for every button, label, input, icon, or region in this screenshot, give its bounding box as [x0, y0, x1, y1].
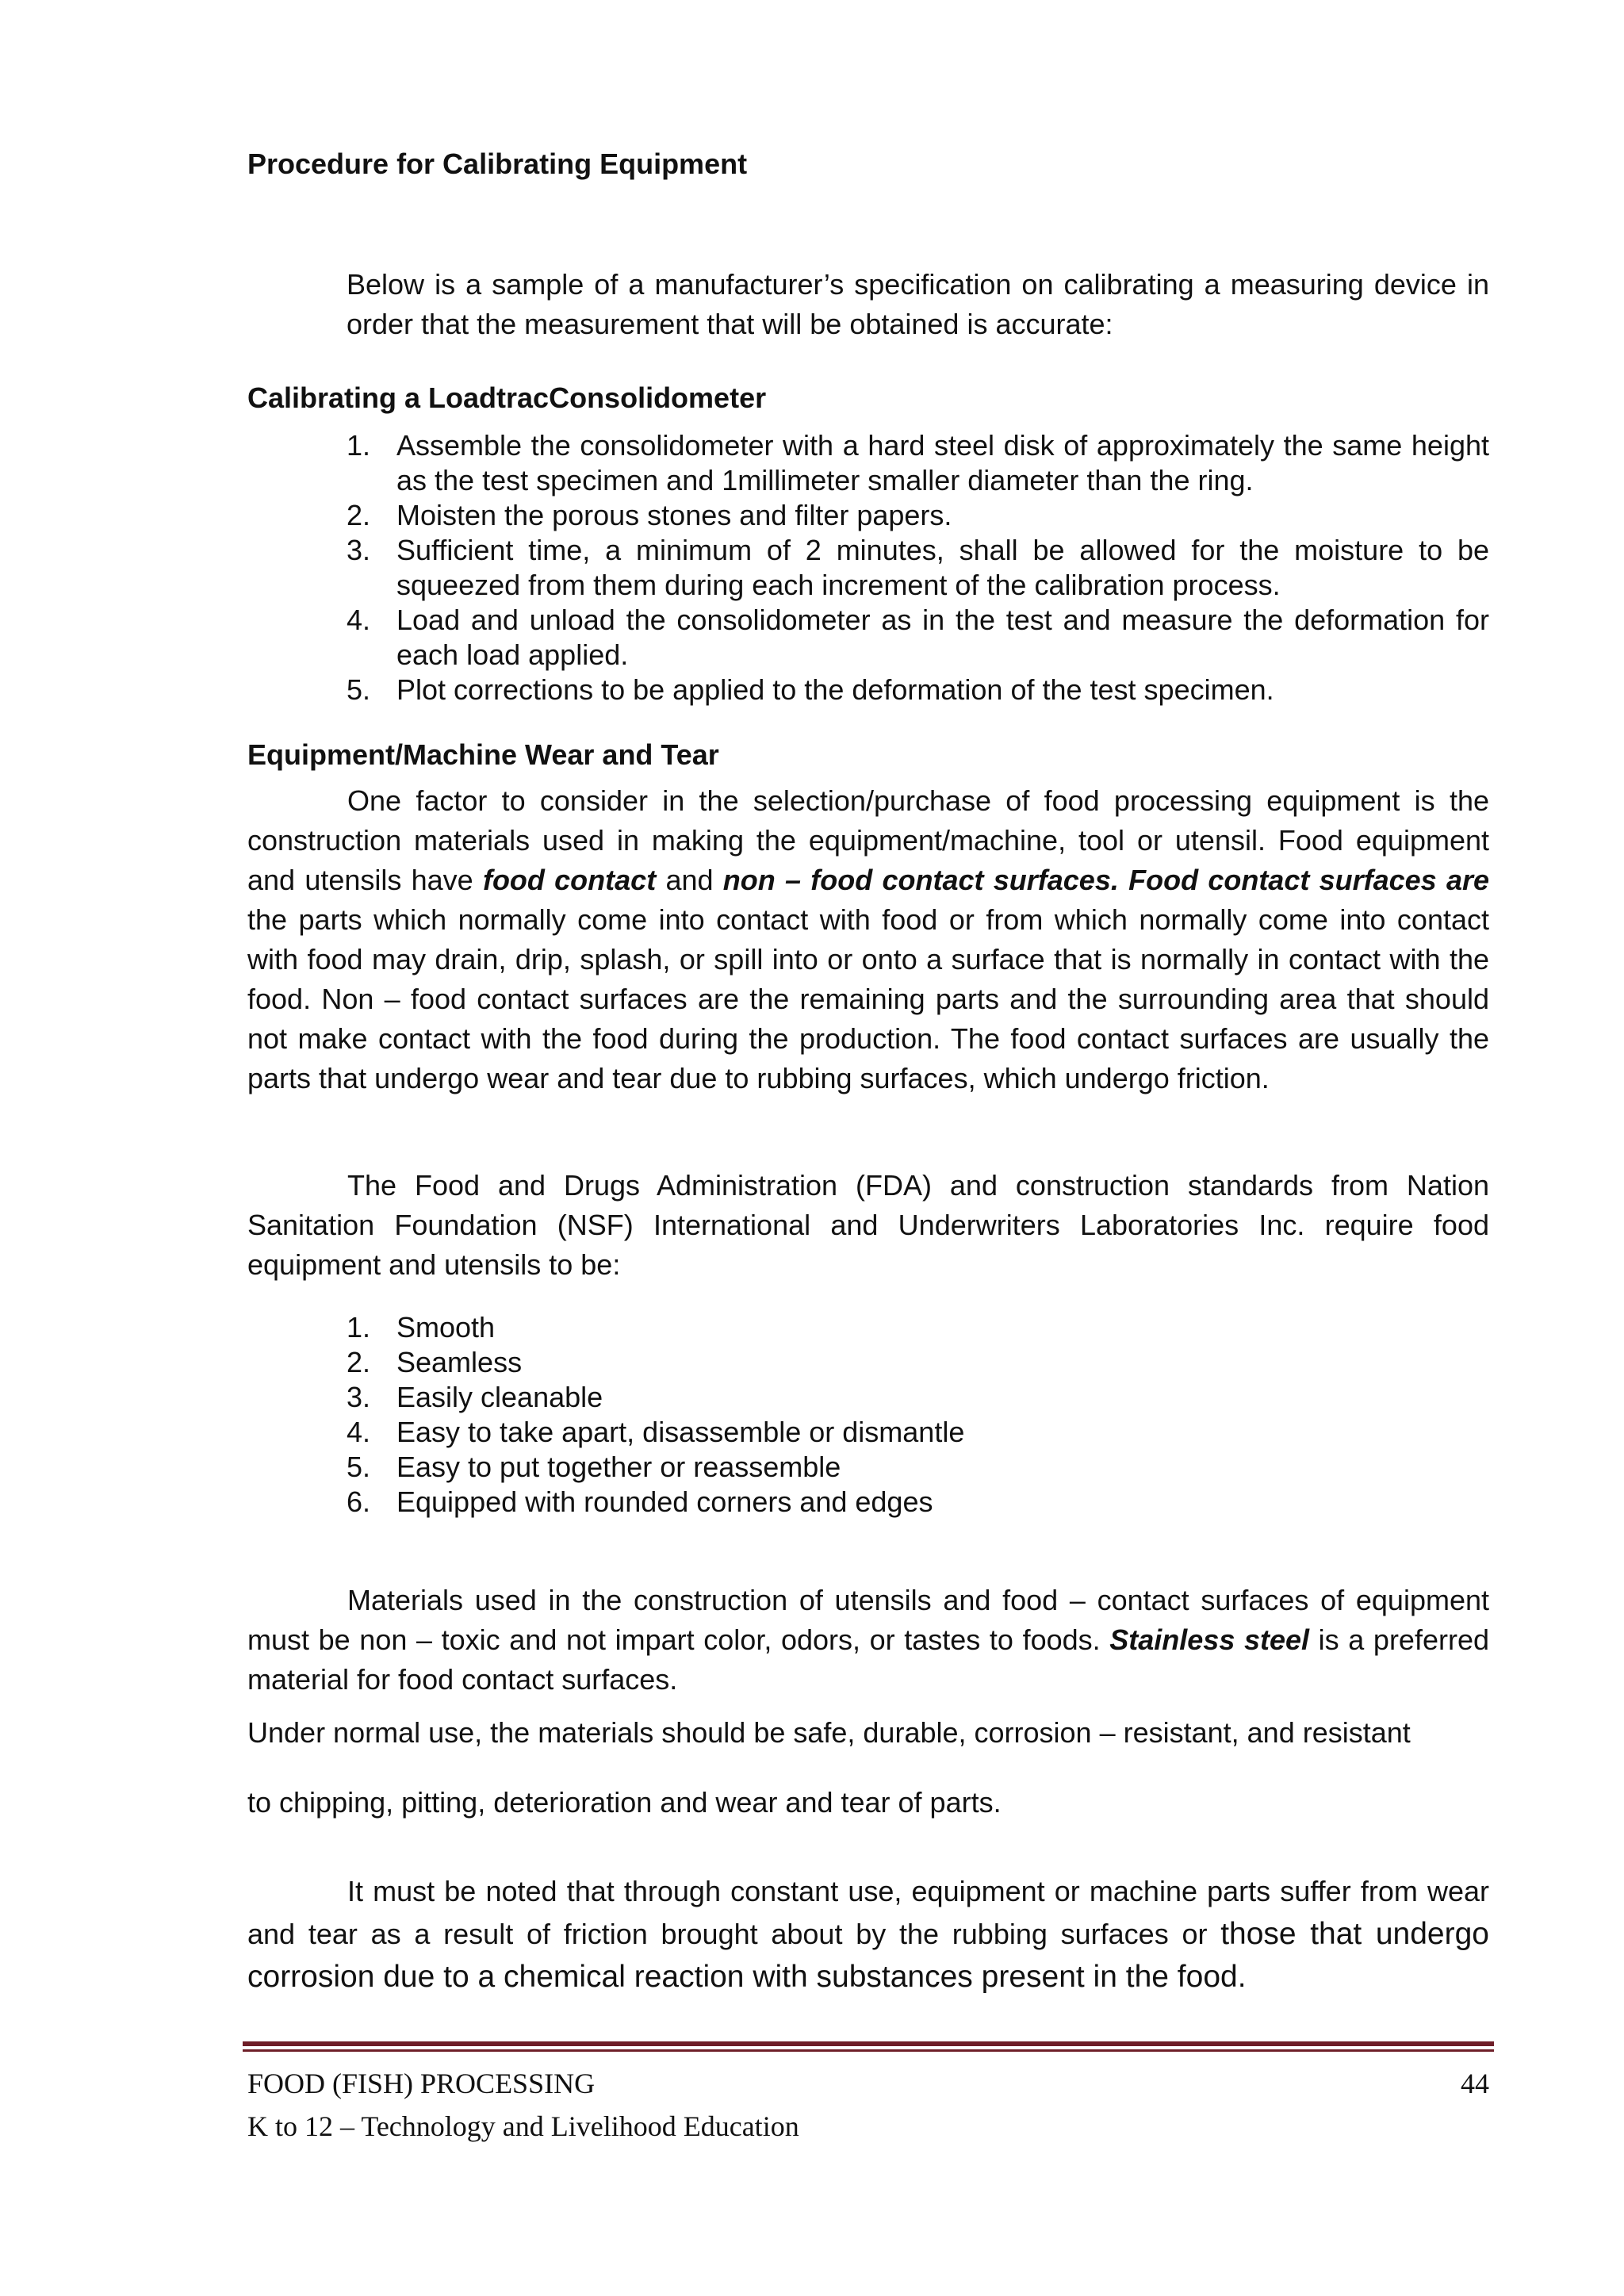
- list-item: 5. Plot corrections to be applied to the deformation of the test specimen.: [347, 673, 1274, 706]
- wear-paragraph-2: The Food and Drugs Administration (FDA) and construction standards from Nation Sanitation Foundation (NSF) International and Underwriters Laboratories Inc. require food equipment and utensils to be:: [247, 1169, 1489, 1281]
- list-item: 2. Seamless: [347, 1346, 523, 1378]
- page-number: 44: [1461, 2068, 1489, 2099]
- footer-divider: [243, 2041, 1494, 2054]
- requirements-list: [347, 1310, 1489, 1520]
- list-item: 1. Assemble the consolidometer with a hard steel disk of approximately the same height as the test specimen and 1millimeter smaller diameter than the ring.: [347, 429, 1489, 496]
- list-item: 3. Easily cleanable: [347, 1381, 603, 1413]
- list-item: 4. Load and unload the consolidometer as in the test and measure the deformation for each load applied.: [347, 604, 1489, 671]
- list-item: 2. Moisten the porous stones and filter papers.: [347, 499, 952, 531]
- wear-paragraph-1: One factor to consider in the selection/purchase of food processing equipment is the construction materials used in making the equipment/machine, tool or utensil. Food equipment and utensils have food contact and non – food contact surfaces. Food contact surfaces are the parts which normally come into contact with food or from which normally come into contact with food may drain, drip, splash, or spill into or onto a surface that is normally in contact with the food. Non – food contact surfaces are the remaining parts and the surrounding area that should not make contact with the food during the production. The food contact surfaces are usually the parts that undergo wear and tear due to rubbing surfaces, which undergo friction.: [247, 784, 1489, 1094]
- wear-paragraph-3: Materials used in the construction of utensils and food – contact surfaces of equipment must be non – toxic and not impart color, odors, or tastes to foods. Stainless steel is a preferred material for food contact surfaces.: [247, 1584, 1489, 1696]
- footer-divider-thick: [243, 2041, 1494, 2046]
- list-item: 6. Equipped with rounded corners and edges: [347, 1485, 933, 1518]
- list-item: 1. Smooth: [347, 1311, 496, 1343]
- footer-program-title: K to 12 – Technology and Livelihood Education: [247, 2110, 799, 2142]
- section-title: Procedure for Calibrating Equipment: [247, 148, 748, 180]
- intro-paragraph: Below is a sample of a manufacturer’s specification on calibrating a measuring device in order that the measurement that will be obtained is accurate:: [347, 268, 1489, 340]
- footer-divider-thin: [243, 2049, 1494, 2052]
- wear-paragraph-4-line-2: to chipping, pitting, deterioration and wear and tear of parts.: [247, 1786, 1002, 1819]
- wear-paragraph-4-line-1: Under normal use, the materials should be safe, durable, corrosion – resistant, and resistant: [247, 1716, 1411, 1749]
- calibration-steps-list: [347, 428, 1489, 707]
- wear-heading: Equipment/Machine Wear and Tear: [247, 738, 719, 771]
- wear-paragraph-5: It must be noted that through constant use, equipment or machine parts suffer from wear and tear as a result of friction brought about by the rubbing surfaces or those that undergo corrosion due to a chemical reaction with substances present in the food.: [247, 1875, 1489, 1994]
- list-item: 3. Sufficient time, a minimum of 2 minutes, shall be allowed for the moisture to be squeezed from them during each increment of the calibration process.: [347, 534, 1489, 601]
- list-item: 4. Easy to take apart, disassemble or dismantle: [347, 1416, 965, 1448]
- calibrating-heading: Calibrating a LoadtracConsolidometer: [247, 381, 767, 414]
- list-item: 5. Easy to put together or reassemble: [347, 1451, 841, 1483]
- footer-course-title: FOOD (FISH) PROCESSING: [247, 2068, 596, 2099]
